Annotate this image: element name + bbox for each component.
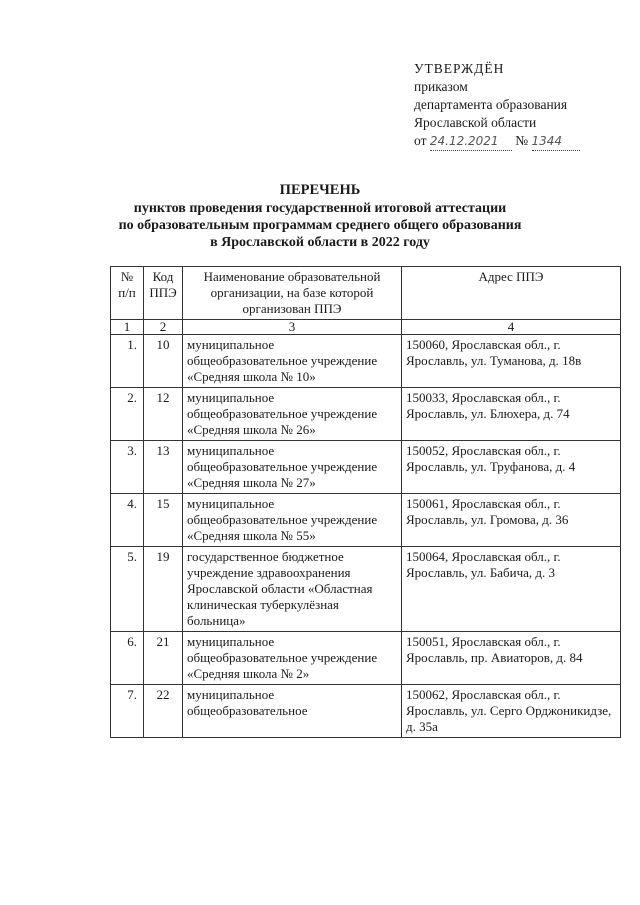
approval-line-2: департамента образования bbox=[414, 97, 568, 112]
table-row bbox=[111, 494, 621, 547]
row-num: 2. bbox=[111, 388, 144, 441]
row-code: 10 bbox=[144, 335, 183, 388]
row-name: муниципальное общеобразовательное bbox=[183, 685, 402, 738]
row-address: 150061, Ярославская обл., г. Ярославль, ул. Громова, д. 36 bbox=[402, 494, 621, 547]
table-row bbox=[111, 685, 621, 738]
row-address: 150060, Ярославская обл., г. Ярославль, ул. Туманова, д. 18в bbox=[402, 335, 621, 388]
row-name: государственное бюджетное учреждение здравоохранения Ярославской области «Областная клиническая туберкулёзная больница» bbox=[183, 547, 402, 632]
from-label: от bbox=[414, 133, 427, 148]
row-address: 150033, Ярославская обл., г. Ярославль, ул. Блюхера, д. 74 bbox=[402, 388, 621, 441]
number-label: № bbox=[515, 133, 529, 148]
row-name: муниципальное общеобразовательное учреждение «Средняя школа № 27» bbox=[183, 441, 402, 494]
heading-line-1: пунктов проведения государственной итоговой аттестации bbox=[133, 201, 507, 216]
row-name: муниципальное общеобразовательное учреждение «Средняя школа № 26» bbox=[183, 388, 402, 441]
approval-line-1: приказом bbox=[414, 79, 468, 94]
index-cell: 3 bbox=[183, 320, 402, 335]
row-name: муниципальное общеобразовательное учреждение «Средняя школа № 10» bbox=[183, 335, 402, 388]
row-address: 150062, Ярославская обл., г. Ярославль, ул. Серго Орджоникидзе, д. 35а bbox=[402, 685, 621, 738]
approval-line-3: Ярославской области bbox=[414, 115, 537, 130]
approval-block bbox=[414, 60, 580, 151]
row-name: муниципальное общеобразовательное учреждение «Средняя школа № 55» bbox=[183, 494, 402, 547]
approval-title: УТВЕРЖДЁН bbox=[414, 61, 505, 76]
document-title: ПЕРЕЧЕНЬ bbox=[279, 182, 361, 198]
row-code: 19 bbox=[144, 547, 183, 632]
table-index-row bbox=[111, 320, 621, 335]
row-code: 15 bbox=[144, 494, 183, 547]
header-address: Адрес ППЭ bbox=[402, 267, 621, 320]
row-num: 5. bbox=[111, 547, 144, 632]
approval-date-line bbox=[414, 132, 580, 151]
index-cell: 1 bbox=[111, 320, 144, 335]
row-code: 21 bbox=[144, 632, 183, 685]
index-cell: 2 bbox=[144, 320, 183, 335]
table-row bbox=[111, 441, 621, 494]
row-name: муниципальное общеобразовательное учреждение «Средняя школа № 2» bbox=[183, 632, 402, 685]
approval-number: 1344 bbox=[532, 132, 580, 151]
table-row bbox=[111, 388, 621, 441]
table-header-row bbox=[111, 267, 621, 320]
heading-line-3: в Ярославской области в 2022 году bbox=[210, 235, 430, 250]
heading-line-2: по образовательным программам среднего общего образования bbox=[118, 218, 522, 233]
header-code: Код ППЭ bbox=[144, 267, 183, 320]
approval-date: 24.12.2021 bbox=[430, 132, 512, 151]
row-num: 6. bbox=[111, 632, 144, 685]
table-row bbox=[111, 632, 621, 685]
table-row bbox=[111, 547, 621, 632]
header-name: Наименование образовательной организации, на базе которой организован ППЭ bbox=[183, 267, 402, 320]
row-num: 4. bbox=[111, 494, 144, 547]
row-address: 150052, Ярославская обл., г. Ярославль, ул. Труфанова, д. 4 bbox=[402, 441, 621, 494]
index-cell: 4 bbox=[402, 320, 621, 335]
row-code: 12 bbox=[144, 388, 183, 441]
row-address: 150051, Ярославская обл., г. Ярославль, пр. Авиаторов, д. 84 bbox=[402, 632, 621, 685]
ppe-table bbox=[110, 266, 621, 738]
row-code: 13 bbox=[144, 441, 183, 494]
header-num: № п/п bbox=[111, 267, 144, 320]
row-num: 7. bbox=[111, 685, 144, 738]
document-heading bbox=[110, 182, 530, 251]
table-row bbox=[111, 335, 621, 388]
row-code: 22 bbox=[144, 685, 183, 738]
row-address: 150064, Ярославская обл., г. Ярославль, ул. Бабича, д. 3 bbox=[402, 547, 621, 632]
row-num: 3. bbox=[111, 441, 144, 494]
row-num: 1. bbox=[111, 335, 144, 388]
